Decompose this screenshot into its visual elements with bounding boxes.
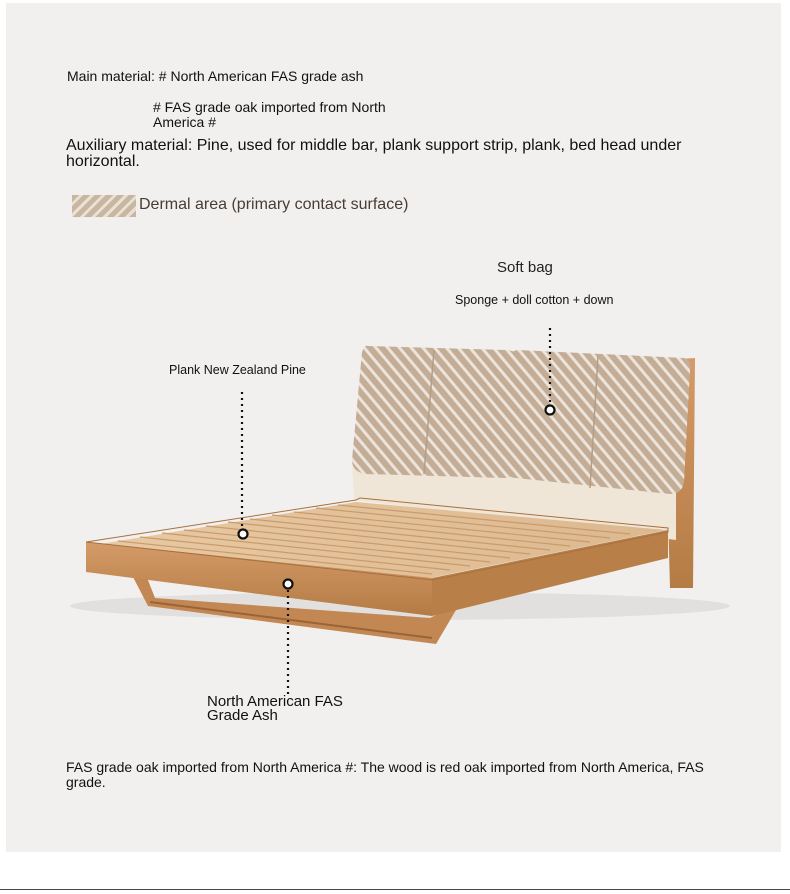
headboard-cushion-left bbox=[352, 346, 518, 478]
headboard-cushion-right bbox=[508, 350, 691, 494]
soft-bag-title: Soft bag bbox=[497, 259, 553, 276]
main-material-text: Main material: # North American FAS grade ash bbox=[67, 68, 364, 84]
oak-note-text: # FAS grade oak imported from North America # bbox=[153, 99, 386, 130]
legend-label: Dermal area (primary contact surface) bbox=[139, 196, 409, 213]
soft-bag-filling: Sponge + doll cotton + down bbox=[455, 293, 614, 307]
frame-label: North American FAS Grade Ash bbox=[207, 693, 343, 724]
footer-note: FAS grade oak imported from North America #: The wood is red oak imported from North America, FAS grade. bbox=[66, 759, 704, 790]
frame-marker bbox=[284, 580, 293, 589]
plank-label: Plank New Zealand Pine bbox=[169, 363, 306, 377]
auxiliary-material-text: Auxiliary material: Pine, used for middle bar, plank support strip, plank, bed head under horizontal. bbox=[66, 137, 682, 170]
plank-marker bbox=[239, 530, 248, 539]
bottom-divider bbox=[0, 889, 790, 890]
soft-bag-marker bbox=[546, 406, 555, 415]
